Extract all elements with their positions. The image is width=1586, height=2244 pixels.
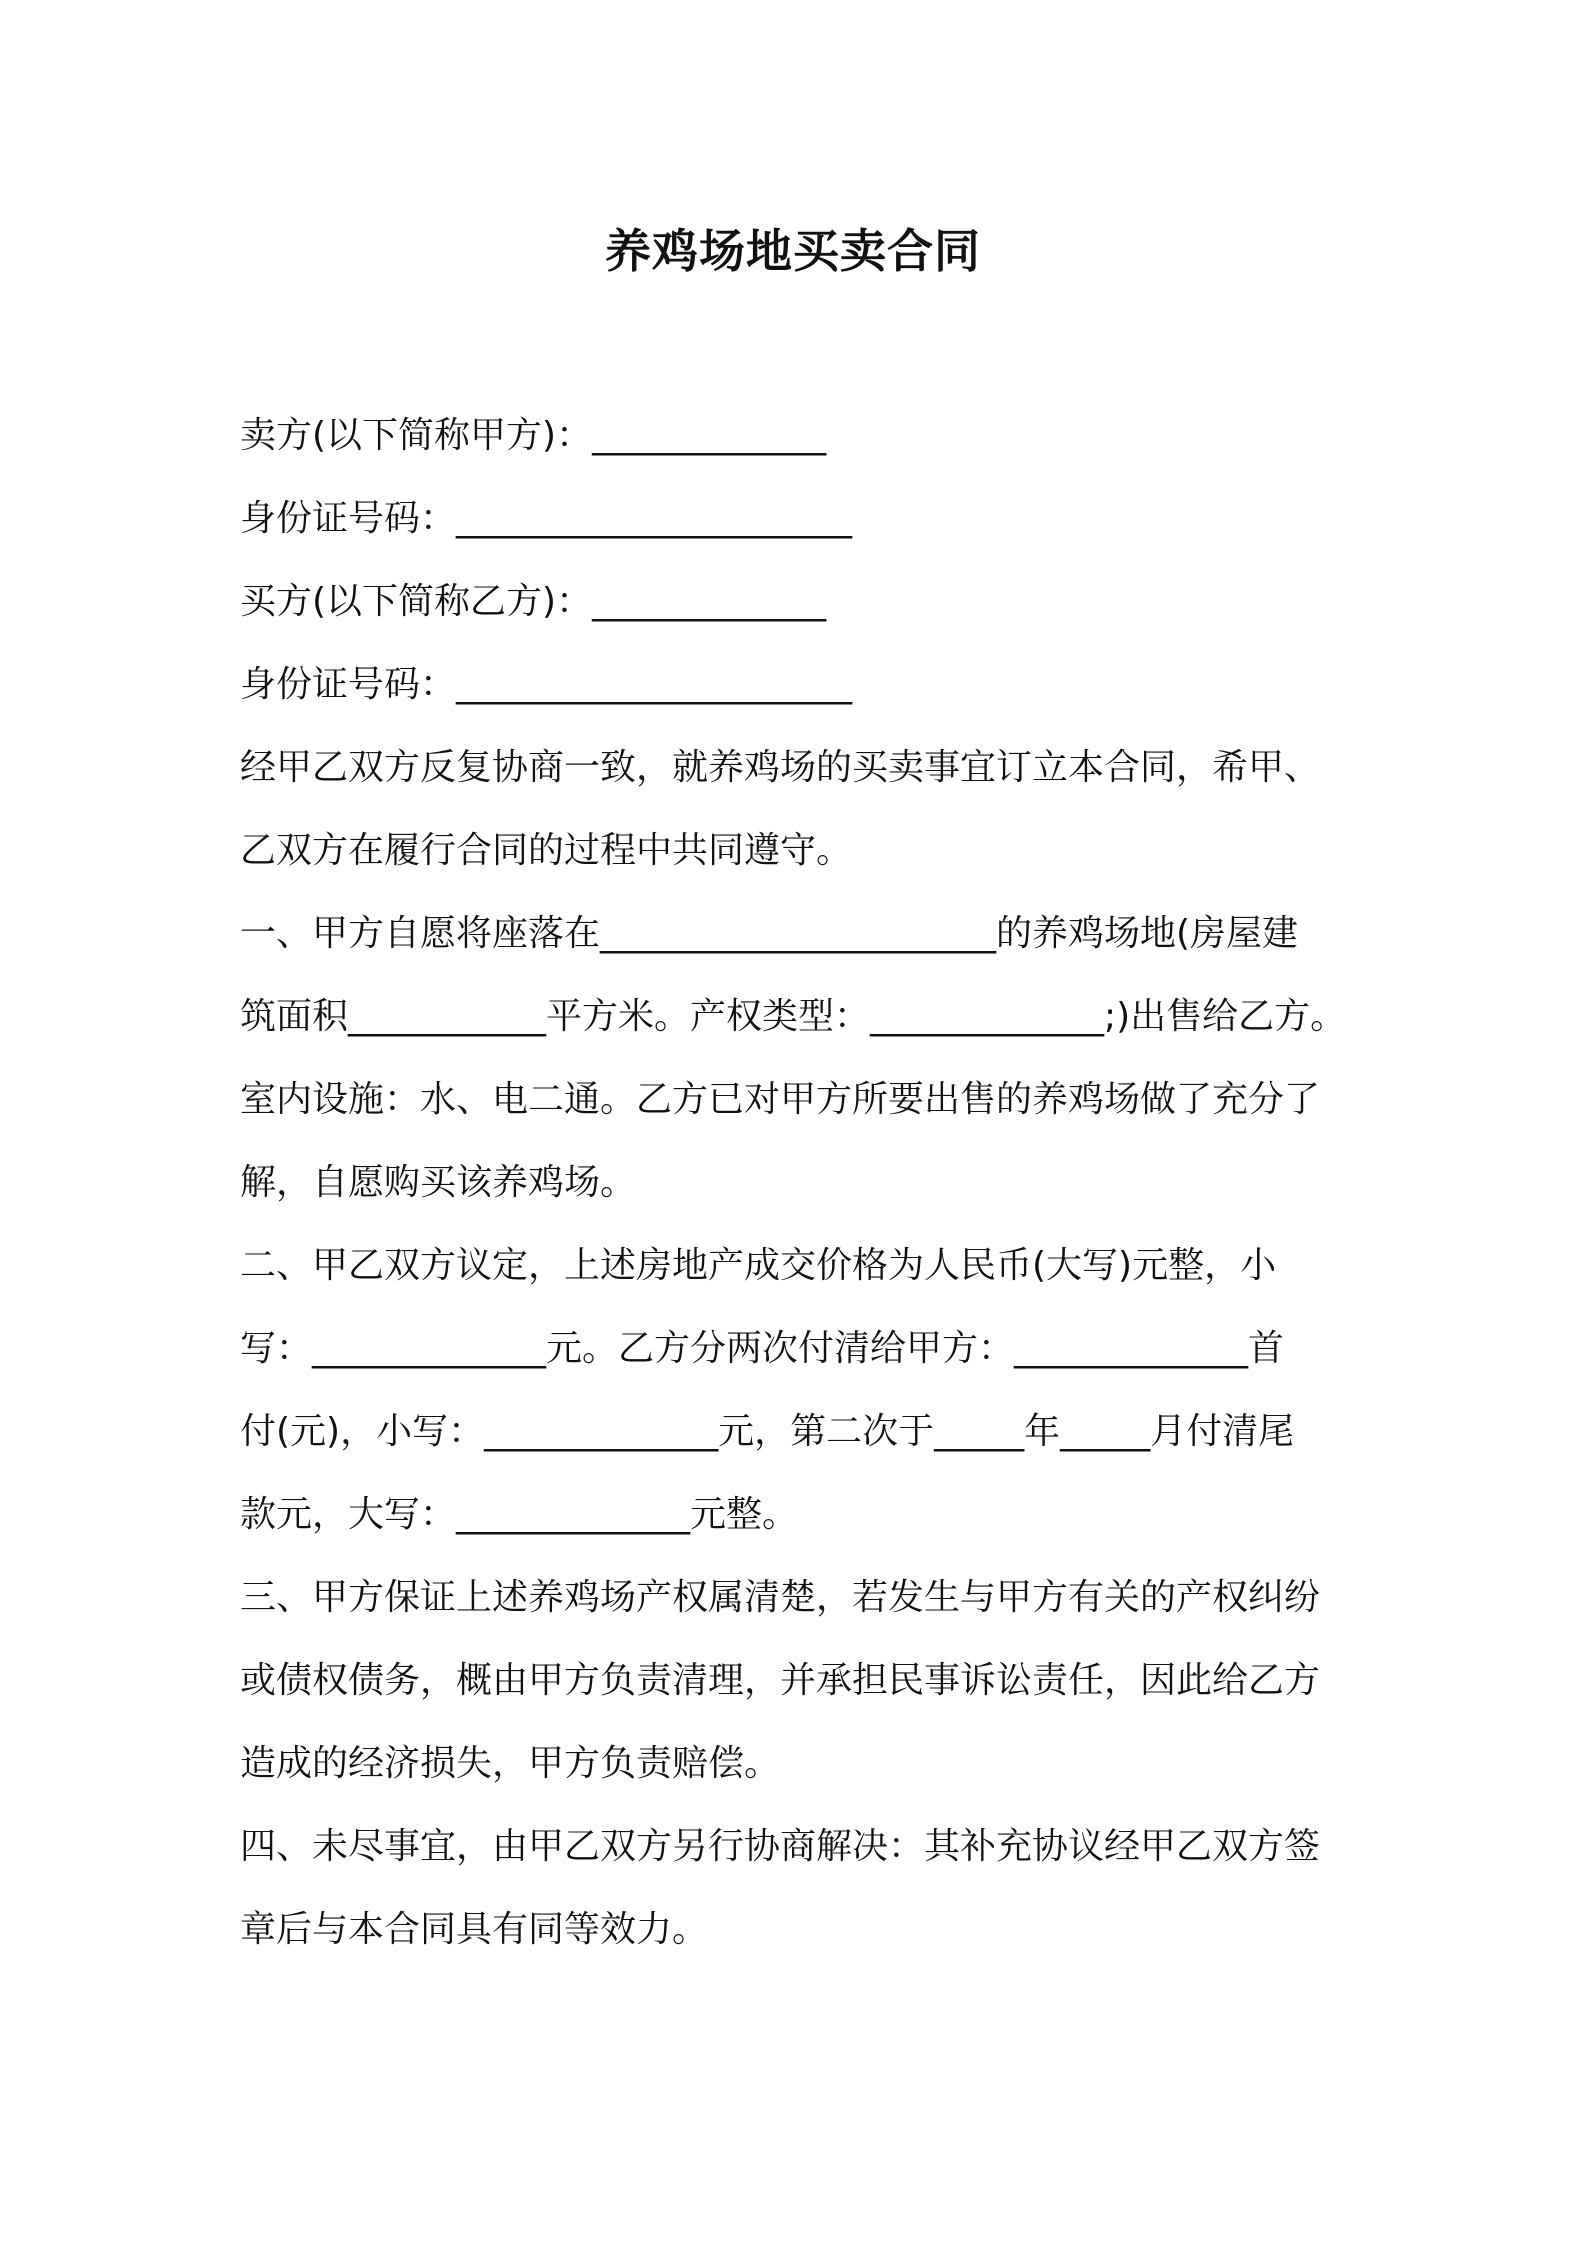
clause-3-line-2: 或债权债务，概由甲方负责清理，并承担民事诉讼责任，因此给乙方 [240,1660,1321,1701]
clause-4-line-1: 四、未尽事宜，由甲乙双方另行协商解决：其补充协议经甲乙双方签 [240,1826,1321,1867]
buyer-line: 买方(以下简称乙方)：_____________ [240,581,827,622]
clause-1-line-4: 解，自愿购买该养鸡场。 [240,1162,637,1203]
clause-1-line-2: 筑面积___________平方米。产权类型：_____________;)出售给乙方。 [240,996,1347,1037]
clause-2-line-3: 付(元)，小写：_____________元，第二次于_____年_____月付清尾 [240,1411,1295,1452]
clause-3-line-3: 造成的经济损失，甲方负责赔偿。 [240,1743,781,1784]
clause-1-line-1: 一、甲方自愿将座落在______________________的养鸡场地(房屋建 [240,913,1299,954]
buyer-id-line: 身份证号码：______________________ [240,664,853,705]
seller-line: 卖方(以下简称甲方)：_____________ [240,415,827,456]
document-title: 养鸡场地买卖合同 [605,224,981,278]
seller-id-line: 身份证号码：______________________ [240,498,853,539]
clause-1-line-3: 室内设施：水、电二通。乙方已对甲方所要出售的养鸡场做了充分了 [240,1079,1321,1120]
preamble-line-1: 经甲乙双方反复协商一致，就养鸡场的买卖事宜订立本合同，希甲、 [240,747,1321,788]
clause-2-line-2: 写：_____________元。乙方分两次付清给甲方：_____________首 [240,1328,1285,1369]
clause-2-line-4: 款元，大写：_____________元整。 [240,1494,799,1535]
clause-2-line-1: 二、甲乙双方议定，上述房地产成交价格为人民币(大写)元整，小 [240,1245,1277,1286]
clause-3-line-1: 三、甲方保证上述养鸡场产权属清楚，若发生与甲方有关的产权纠纷 [240,1577,1321,1618]
preamble-line-2: 乙双方在履行合同的过程中共同遵守。 [240,830,853,871]
clause-4-line-2: 章后与本合同具有同等效力。 [240,1909,709,1950]
